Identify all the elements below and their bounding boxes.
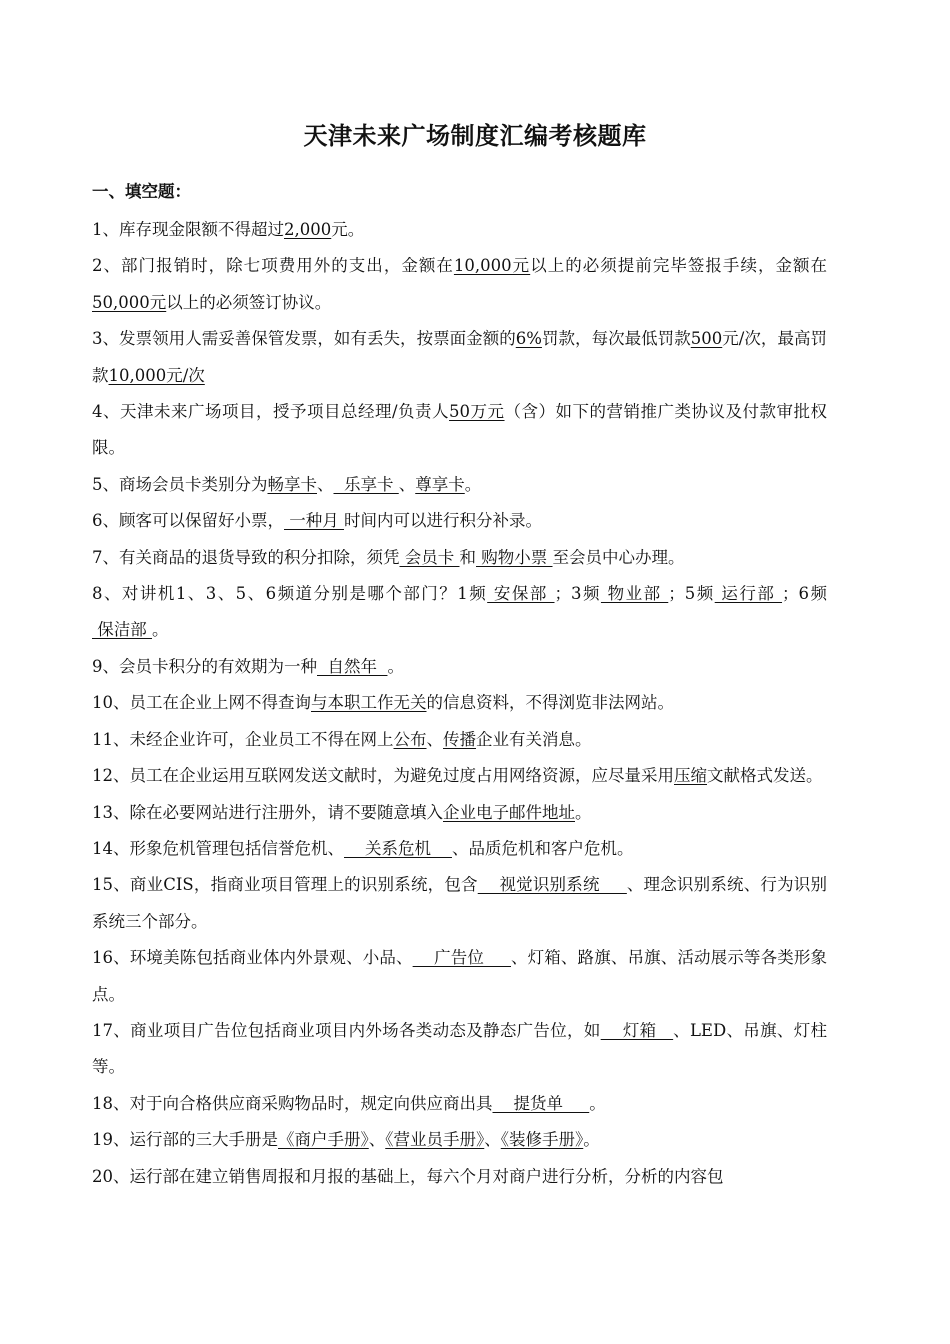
question-item <box>92 722 827 758</box>
question-text: 13、除在必要网站进行注册外，请不要随意填入 <box>92 802 443 822</box>
question-text: 罚款，每次最低罚款 <box>541 329 691 349</box>
question-item <box>92 1159 827 1195</box>
question-text: 、 <box>484 1130 501 1150</box>
answer-blank: 10,000元 <box>453 256 531 276</box>
question-text: 以上的必须签订协议。 <box>166 292 332 312</box>
question-item <box>92 503 827 539</box>
question-text: 元/次，最高罚款 <box>92 329 828 385</box>
question-text: 以上的必须提前完毕签报手续，金额在 <box>530 256 828 276</box>
question-item <box>92 649 827 685</box>
question-text: 企业有关消息。 <box>476 729 592 749</box>
question-text: 、 <box>317 474 334 494</box>
question-text: 1、库存现金限额不得超过 <box>92 220 284 239</box>
question-item <box>92 831 827 867</box>
question-item <box>92 1086 827 1122</box>
answer-blank: 《装修手册》 <box>500 1130 584 1150</box>
question-text: ；3频 <box>554 584 601 604</box>
question-text: 、 <box>368 1130 386 1150</box>
question-text: 15、商业CIS，指商业项目管理上的识别系统，包含 <box>92 875 478 895</box>
question-text: 17、商业项目广告位包括商业项目内外场各类动态及静态广告位，如 <box>92 1020 601 1040</box>
question-item <box>92 576 827 649</box>
question-text: 16、环境美陈包括商业体内外景观、小品、 <box>92 948 413 968</box>
question-text: 2、部门报销时，除七项费用外的支出，金额在 <box>92 256 454 276</box>
question-text: （含）如下的营销推广类协议及付款审批权限。 <box>92 402 828 458</box>
question-text: 6、顾客可以保留好小票， <box>92 511 284 531</box>
answer-blank: 《营业员手册》 <box>385 1130 485 1150</box>
question-item <box>92 394 827 467</box>
answer-blank: 传播 <box>443 729 476 749</box>
question-text: 。 <box>583 1130 600 1150</box>
answer-blank: 会员卡 <box>399 547 460 567</box>
question-item <box>92 248 827 321</box>
question-text: 9、会员卡积分的有效期为一种 <box>92 656 317 676</box>
answer-blank: 视觉识别系统 <box>477 875 627 895</box>
question-text: 12、员工在企业运用互联网发送文献时，为避免过度占用网络资源，应尽量采用 <box>92 766 674 786</box>
question-text: 和 <box>459 547 476 567</box>
answer-blank: 一种月 <box>284 511 344 531</box>
question-text: 、理念识别系统、行为识别系统三个部分。 <box>92 875 827 931</box>
answer-blank: 广告位 <box>412 948 511 968</box>
question-text: 。 <box>152 620 169 640</box>
answer-blank: 企业电子邮件地址 <box>443 802 575 822</box>
question-text: 、品质危机和客户危机。 <box>451 838 634 858</box>
answer-blank: 畅享卡 <box>267 474 317 494</box>
question-text: 的信息资料，不得浏览非法网站。 <box>426 693 674 713</box>
question-text: 文献格式发送。 <box>707 766 823 786</box>
answer-blank: 乐享卡 <box>333 474 399 494</box>
question-text: 3、发票领用人需妥善保管发票，如有丢失，按票面金额的 <box>92 329 516 349</box>
question-text: 、 <box>398 474 416 494</box>
question-item <box>92 1013 827 1086</box>
question-item <box>92 758 827 794</box>
question-item <box>92 212 827 248</box>
question-text: 时间内可以进行积分补录。 <box>344 511 542 531</box>
question-item <box>92 540 827 576</box>
answer-blank: 安保部 <box>487 584 555 604</box>
question-item <box>92 1122 827 1158</box>
question-text: 20、运行部在建立销售周报和月报的基础上，每六个月对商户进行分析，分析的内容包 <box>92 1166 724 1186</box>
question-text: 14、形象危机管理包括信誉危机、 <box>92 838 344 858</box>
answer-blank: 6% <box>515 329 542 349</box>
question-item <box>92 867 827 940</box>
question-item <box>92 321 827 394</box>
question-text: 18、对于向合格供应商采购物品时，规定向供应商出具 <box>92 1093 493 1113</box>
question-text: 19、运行部的三大手册是 <box>92 1130 278 1150</box>
question-item <box>92 685 827 721</box>
answer-blank: 灯箱 <box>600 1020 674 1040</box>
question-item <box>92 467 827 503</box>
answer-blank: 50,000元 <box>92 292 167 312</box>
question-text: 、灯箱、路旗、吊旗、活动展示等各类形象点。 <box>92 948 827 1004</box>
answer-blank: 2,000 <box>284 220 332 239</box>
answer-blank: 提货单 <box>492 1093 590 1113</box>
answer-blank: 500 <box>690 329 723 349</box>
answer-blank: 尊享卡 <box>415 474 465 494</box>
answer-blank: 10,000元/次 <box>108 365 205 385</box>
question-text: 。 <box>575 802 592 822</box>
question-text: 。 <box>589 1093 606 1113</box>
question-text: 。 <box>387 656 404 676</box>
question-item <box>92 940 827 1013</box>
question-text: 、LED、吊旗、灯柱等。 <box>92 1020 828 1077</box>
question-text: 。 <box>464 474 482 494</box>
answer-blank: 自然年 <box>317 656 388 676</box>
section-heading: 一、填空题： <box>92 182 191 201</box>
answer-blank: 与本职工作无关 <box>311 693 427 713</box>
question-text: 11、未经企业许可，企业员工不得在网上 <box>92 729 394 749</box>
question-item <box>92 795 827 831</box>
answer-blank: 物业部 <box>600 584 669 604</box>
answer-blank: 50万元 <box>449 402 505 422</box>
question-text: 10、员工在企业上网不得查询 <box>92 693 311 713</box>
document-title: 天津未来广场制度汇编考核题库 <box>303 122 647 150</box>
answer-blank: 保洁部 <box>92 620 152 640</box>
question-text: 元。 <box>331 220 365 239</box>
question-text: 7、有关商品的退货导致的积分扣除，须凭 <box>92 547 400 567</box>
answer-blank: 公布 <box>393 729 427 749</box>
question-text: ；6频 <box>782 584 827 604</box>
answer-blank: 《商户手册》 <box>278 1130 369 1150</box>
answer-blank: 压缩 <box>674 766 707 786</box>
question-text: 、 <box>426 729 443 749</box>
question-text: 5、商场会员卡类别分为 <box>92 474 268 494</box>
question-text: 8、对讲机1、3、5、6频道分别是哪个部门？1频 <box>92 584 488 604</box>
question-text: 4、天津未来广场项目，授予项目总经理/负责人 <box>92 402 450 422</box>
question-text: 至会员中心办理。 <box>552 547 685 567</box>
question-text: ；5频 <box>668 584 715 604</box>
answer-blank: 运行部 <box>714 584 783 604</box>
answer-blank: 关系危机 <box>344 838 452 858</box>
question-list <box>92 212 827 1195</box>
answer-blank: 购物小票 <box>476 547 553 567</box>
